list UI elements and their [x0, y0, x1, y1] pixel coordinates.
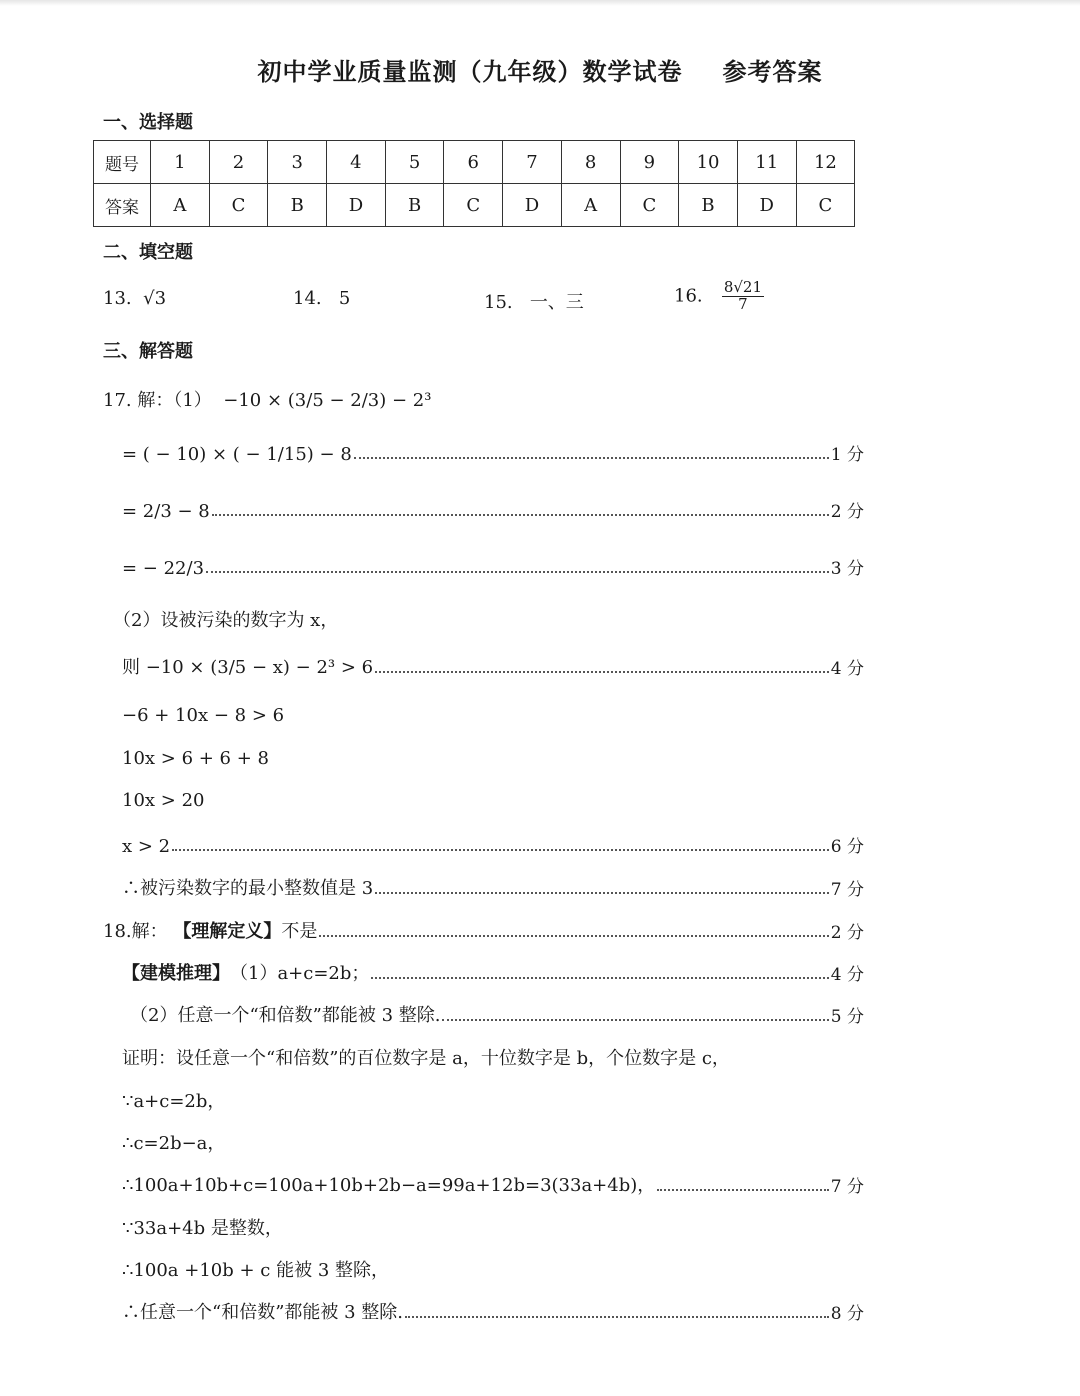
table-cell: A — [561, 184, 620, 227]
q17-step-2: = 2/3 − 8 2 分 — [122, 497, 864, 522]
q17-step-6: 10x > 6 + 6 + 8 — [122, 748, 269, 769]
score-mark: 7 分 — [830, 1177, 864, 1197]
q17-step-5: −6 + 10x − 8 > 6 — [122, 705, 285, 726]
table-cell: 2 — [209, 141, 268, 184]
score-mark: 2 分 — [830, 502, 864, 522]
section-solve-heading: 三、解答题 — [103, 341, 193, 362]
q18-model-label: 【建模推理】 — [122, 963, 230, 984]
table-cell: D — [327, 184, 386, 227]
q18-proof-2: ∴c=2b−a， — [122, 1133, 226, 1154]
answer-15-value: 一、三 — [529, 292, 584, 313]
dot-leader — [212, 514, 829, 516]
q18-definition: 18.解： 【理解定义】 不是 2 分 — [103, 917, 864, 943]
answer-14-value: 5 — [338, 288, 351, 309]
page-title — [0, 52, 1080, 87]
q18-proof-5: ∴100a +10b + c 能被 3 整除， — [122, 1260, 389, 1281]
q18-def-label: 【理解定义】 — [173, 921, 282, 942]
score-mark: 8 分 — [830, 1304, 864, 1324]
table-cell: 4 — [327, 141, 386, 184]
q17-part2-intro: （2）设被污染的数字为 x， — [113, 610, 339, 631]
q17-expression: −10 × (3/5 − 2/3) − 2³ — [223, 390, 432, 411]
dot-leader — [375, 892, 829, 894]
dot-leader — [375, 671, 829, 673]
dot-leader — [657, 1189, 829, 1191]
q17-step-8: x > 2 6 分 — [122, 832, 864, 857]
dot-leader — [442, 1019, 828, 1021]
table-cell: 10 — [679, 141, 738, 184]
q18-proof-1: ∵a+c=2b， — [122, 1091, 226, 1112]
fill-answer-15: 15. 一、三 — [484, 292, 584, 313]
table-cell: C — [444, 184, 503, 227]
table-cell: 6 — [444, 141, 503, 184]
choice-answer-table — [93, 140, 855, 227]
table-cell: 11 — [737, 141, 796, 184]
dot-leader — [172, 849, 829, 851]
score-mark: 4 分 — [830, 965, 864, 985]
q18-model-2: （2）任意一个“和倍数”都能被 3 整除. 5 分 — [130, 1001, 864, 1027]
q17-step-4: 则 −10 × (3/5 − x) − 2³ > 6 4 分 — [122, 653, 864, 679]
fill-answer-13: 13. √3 — [103, 288, 167, 309]
section-fill-heading: 二、填空题 — [103, 242, 193, 263]
score-mark: 1 分 — [830, 445, 864, 465]
table-cell: 8 — [561, 141, 620, 184]
table-cell: 3 — [268, 141, 327, 184]
score-mark: 4 分 — [830, 659, 864, 679]
q18-proof-intro: 证明：设任意一个“和倍数”的百位数字是 a，十位数字是 b，个位数字是 c， — [122, 1048, 730, 1069]
score-mark: 5 分 — [830, 1007, 864, 1027]
title-sub: 参考答案 — [722, 58, 823, 86]
table-cell: B — [679, 184, 738, 227]
table-cell: D — [503, 184, 562, 227]
table-head-answer: 答案 — [94, 184, 151, 227]
score-mark: 3 分 — [830, 559, 864, 579]
q18-model-1: 【建模推理】 （1）a+c=2b； 4 分 — [122, 959, 864, 985]
q18-proof-3: ∴100a+10b+c=100a+10b+2b−a=99a+12b=3(33a+4b)， 7 分 — [122, 1171, 864, 1197]
dot-leader — [371, 977, 828, 979]
section-choice-heading: 一、选择题 — [103, 112, 193, 133]
table-cell: 1 — [151, 141, 210, 184]
q17-step-1: = ( − 10) × ( − 1/15) − 8 1 分 — [122, 440, 864, 465]
table-cell: C — [796, 184, 855, 227]
q18-proof-4: ∵33a+4b 是整数， — [122, 1218, 283, 1239]
table-cell: 5 — [385, 141, 444, 184]
score-mark: 2 分 — [830, 923, 864, 943]
q17-step-9: ∴被污染数字的最小整数值是 3 7 分 — [122, 874, 864, 900]
q18-proof-6: ∴任意一个“和倍数”都能被 3 整除. 8 分 — [122, 1298, 864, 1324]
answer-13-value: √3 — [143, 288, 167, 309]
dot-leader — [405, 1316, 829, 1318]
fill-answer-16: 16. $\frac{8√21}{7}$ — [674, 278, 763, 313]
table-row-numbers — [94, 141, 855, 184]
score-mark: 6 分 — [830, 837, 864, 857]
table-cell: D — [737, 184, 796, 227]
title-main: 初中学业质量监测（九年级）数学试卷 — [257, 58, 683, 86]
table-cell: 7 — [503, 141, 562, 184]
table-cell: B — [268, 184, 327, 227]
dot-leader — [354, 457, 829, 459]
q17-intro: 17. 解：（1） −10 × (3/5 − 2/3) − 2³ — [103, 390, 432, 411]
table-cell: A — [151, 184, 210, 227]
table-head-number: 题号 — [94, 141, 151, 184]
table-cell: 9 — [620, 141, 679, 184]
table-cell: B — [385, 184, 444, 227]
table-row-answers — [94, 184, 855, 227]
table-cell: C — [620, 184, 679, 227]
table-cell: 12 — [796, 141, 855, 184]
q17-step-7: 10x > 20 — [122, 790, 205, 811]
table-cell: C — [209, 184, 268, 227]
dot-leader — [206, 571, 829, 573]
answer-16-fraction: $\frac{8√21}{7}$ — [723, 278, 763, 313]
score-mark: 7 分 — [830, 880, 864, 900]
dot-leader — [319, 935, 828, 937]
fill-answer-14: 14. 5 — [293, 288, 351, 309]
q17-step-3: = − 22/3 3 分 — [122, 554, 864, 579]
scan-top-edge — [0, 0, 1080, 6]
